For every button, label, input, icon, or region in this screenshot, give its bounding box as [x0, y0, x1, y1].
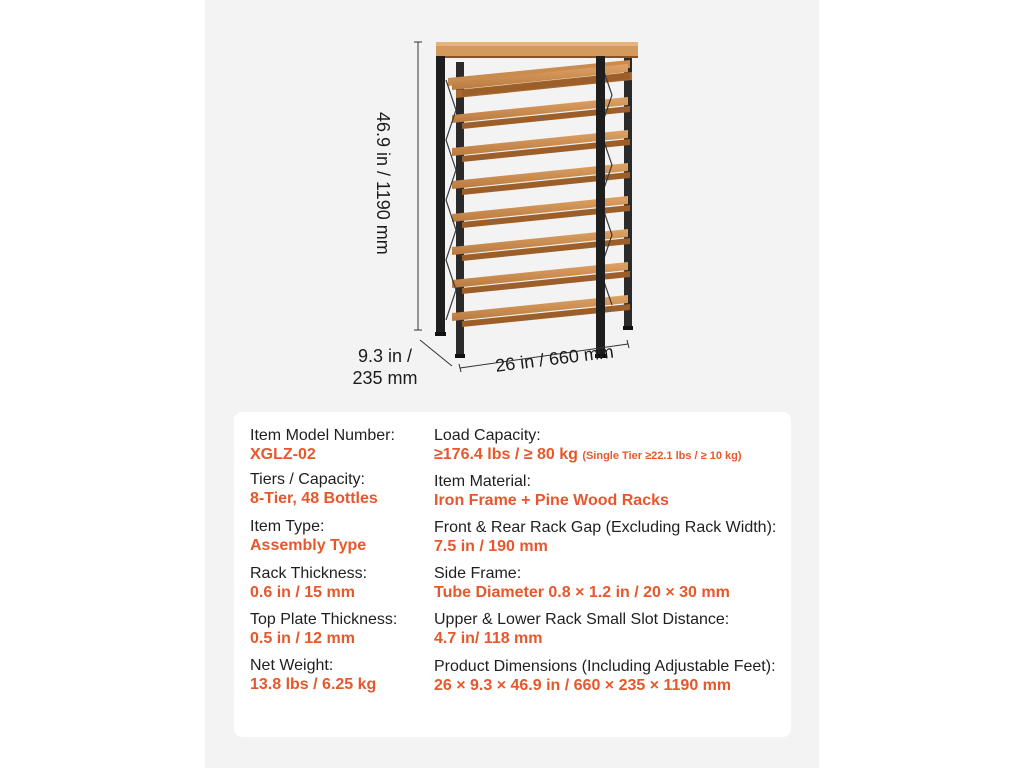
- height-dimension-text: 46.9 in / 1190 mm: [373, 112, 393, 255]
- spec-product-dimensions: Product Dimensions (Including Adjustable Feet): 26 × 9.3 × 46.9 in / 660 × 235 × 1190 mm: [434, 658, 776, 694]
- spec-slot-distance: Upper & Lower Rack Small Slot Distance: 4.7 in/ 118 mm: [434, 611, 730, 647]
- spec-item-type: Item Type: Assembly Type: [250, 518, 367, 554]
- spec-rack-thickness: Rack Thickness: 0.6 in / 15 mm: [250, 565, 368, 601]
- spec-model-number: Item Model Number: XGLZ-02: [250, 427, 395, 463]
- spec-item-material: Item Material: Iron Frame + Pine Wood Racks: [434, 473, 669, 509]
- spec-load-capacity: Load Capacity: ≥176.4 lbs / ≥ 80 kg (Single Tier ≥22.1 lbs / ≥ 10 kg): [434, 427, 742, 463]
- spec-top-plate-thickness: Top Plate Thickness: 0.5 in / 12 mm: [250, 611, 398, 647]
- spec-side-frame: Side Frame: Tube Diameter 0.8 × 1.2 in / 20 × 30 mm: [434, 565, 730, 601]
- load-capacity-note: (Single Tier ≥22.1 lbs / ≥ 10 kg): [582, 450, 742, 462]
- depth-dimension-label: [352, 345, 418, 389]
- depth-line-2: 235 mm: [352, 368, 418, 388]
- load-capacity-value: ≥176.4 lbs / ≥ 80 kg: [434, 446, 578, 463]
- width-dimension-label: 26 in / 660 mm: [494, 341, 615, 376]
- spec-rack-gap: Front & Rear Rack Gap (Excluding Rack Width): 7.5 in / 190 mm: [434, 519, 777, 555]
- depth-line-1: 9.3 in /: [357, 346, 413, 366]
- spec-tiers-capacity: Tiers / Capacity: 8-Tier, 48 Bottles: [250, 471, 378, 507]
- spec-net-weight: Net Weight: 13.8 lbs / 6.25 kg: [250, 657, 377, 693]
